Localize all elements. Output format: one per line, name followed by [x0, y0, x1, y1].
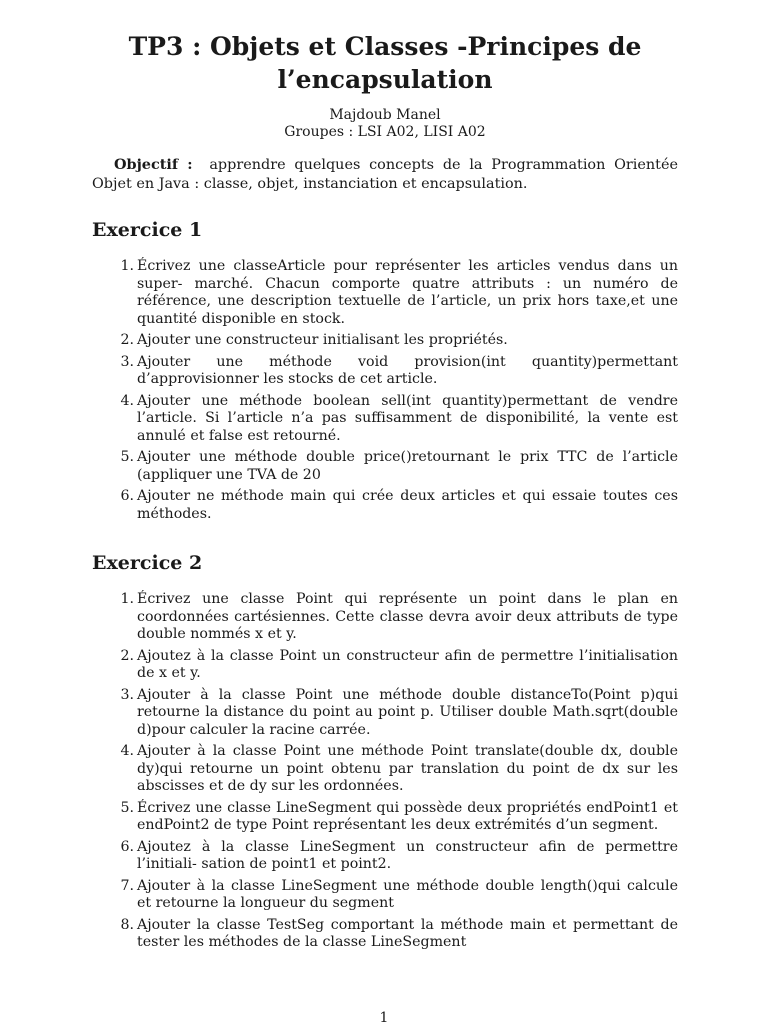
item-text: Ajouter une méthode boolean sell(int quantity)permettant de vendre l’article. Si l’article n’a pas suffisamment de disponibilité, la vente est annulé et false est retourné. [137, 392, 678, 444]
item-text: Ajouter à la classe LineSegment une méthode double length()qui calcule et retourne la longueur du segment [137, 877, 678, 911]
item-text: Ajoutez à la classe Point un constructeur afin de permettre l’initialisation de x et y. [137, 647, 678, 681]
objectif-paragraph [92, 155, 678, 194]
list-item [92, 743, 678, 796]
item-number: 4. [120, 743, 134, 759]
item-number: 1. [120, 591, 134, 607]
list-item [92, 878, 678, 913]
item-number: 2. [120, 332, 134, 348]
item-number: 5. [120, 449, 134, 465]
exercice-1-title: Exercice 1 [92, 219, 203, 241]
item-number: 6. [120, 488, 134, 504]
list-item [92, 354, 678, 389]
item-number: 1. [120, 258, 134, 274]
page-title [92, 30, 678, 96]
item-number: 8. [120, 916, 134, 933]
list-item [92, 449, 678, 484]
item-number: 4. [120, 392, 134, 409]
list-item [92, 917, 678, 952]
item-text: Ajouter à la classe Point une méthode Point translate(double dx, double dy)qui retourne un point obtenu par translation du point de dx sur les abscisses et de dy sur les ordonnées. [137, 743, 678, 794]
title-line-1: TP3 : Objets et Classes -Principes de [128, 32, 642, 61]
item-text: Écrivez une classeArticle pour représenter les articles vendus dans un super- marché. Chacun comporte quatre attributs : un numéro de référence, une description textuelle de l’article, un prix hors taxe,et une quantité disponible en stock. [137, 258, 678, 327]
document-page [92, 30, 678, 956]
item-text: Écrivez une classe Point qui représente un point dans le plan en coordonnées cartésiennes. Cette classe devra avoir deux attributs de type double nommés x et y. [137, 591, 678, 642]
exercice-1-list [92, 258, 678, 523]
item-text: Ajouter ne méthode main qui crée deux articles et qui essaie toutes ces méthodes. [137, 488, 678, 522]
list-item [92, 800, 678, 835]
exercice-2-list [92, 591, 678, 952]
list-item [92, 393, 678, 446]
item-number: 5. [120, 799, 134, 816]
groups-line: Groupes : LSI A02, LISI A02 [284, 124, 486, 140]
title-line-2: l’encapsulation [277, 65, 493, 94]
item-text: Ajouter une méthode void provision(int quantity)permettant d’approvisionner les stocks de cet article. [137, 353, 678, 387]
exercice-2-title: Exercice 2 [92, 552, 203, 574]
list-item [92, 591, 678, 644]
list-item [92, 258, 678, 328]
item-number: 2. [120, 647, 134, 664]
item-number: 3. [120, 686, 134, 703]
item-text: Ajouter une constructeur initialisant les propriétés. [137, 332, 508, 348]
item-number: 6. [120, 838, 134, 855]
item-text: Écrivez une classe LineSegment qui possède deux propriétés endPoint1 et endPoint2 de type Point représentant les deux extrémités d’un segment. [137, 799, 678, 833]
list-item [92, 648, 678, 683]
list-item [92, 488, 678, 523]
list-item [92, 839, 678, 874]
objectif-label: Objectif : [114, 156, 193, 173]
item-number: 7. [120, 877, 134, 894]
page-number: 1 [379, 1010, 389, 1026]
item-text: Ajouter à la classe Point une méthode double distanceTo(Point p)qui retourne la distance du point au point p. Utiliser double Math.sqrt(double d)pour calculer la racine carrée. [137, 686, 678, 738]
author-name: Majdoub Manel [329, 107, 441, 123]
list-item [92, 332, 678, 350]
item-text: Ajouter la classe TestSeg comportant la méthode main et permettant de tester les méthodes de la classe LineSegment [137, 916, 678, 950]
item-number: 3. [120, 353, 134, 370]
item-text: Ajouter une méthode double price()retournant le prix TTC de l’article (appliquer une TVA de 20 [137, 449, 678, 483]
list-item [92, 687, 678, 740]
objectif-text: apprendre quelques concepts de la Programmation Orientée Objet en Java : classe, objet, instanciation et encapsulation. [92, 157, 679, 192]
item-text: Ajoutez à la classe LineSegment un constructeur afin de permettre l’initiali- sation de point1 et point2. [137, 838, 678, 872]
